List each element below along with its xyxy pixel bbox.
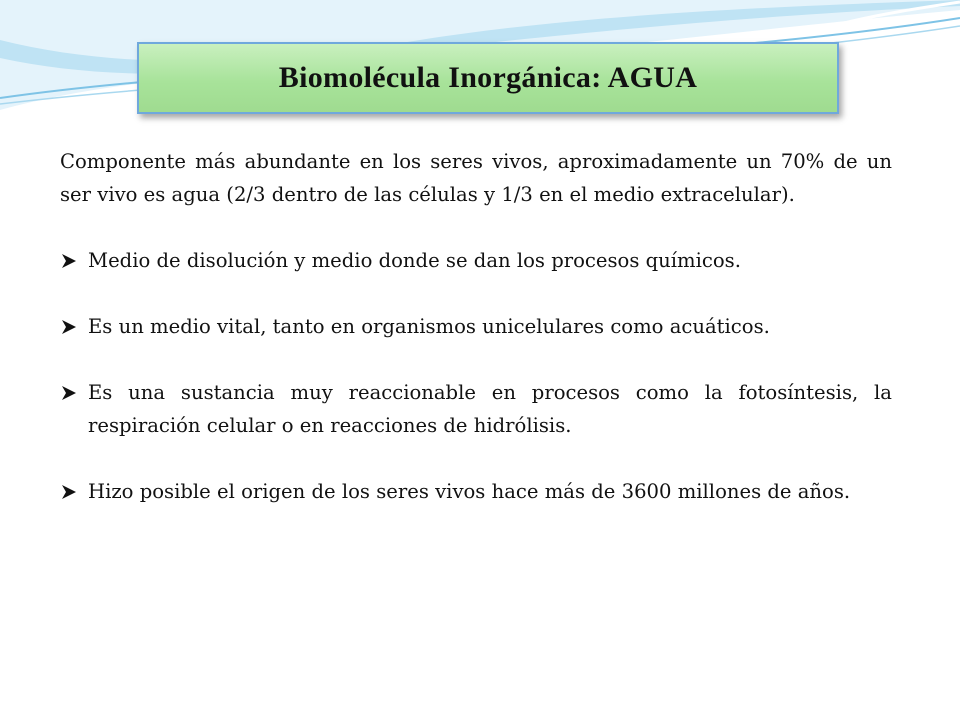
slide-title: Biomolécula Inorgánica: AGUA [278, 61, 698, 94]
list-item [60, 376, 892, 442]
arrow-bullet-icon [60, 483, 78, 501]
bullet-list [60, 244, 892, 508]
bullet-text: Medio de disolución y medio donde se dan los procesos químicos. [88, 249, 741, 272]
list-item [60, 310, 892, 343]
arrow-bullet-icon [60, 318, 78, 336]
arrow-bullet-icon [60, 252, 78, 270]
list-item [60, 244, 892, 277]
title-banner [137, 42, 839, 114]
intro-paragraph: Componente más abundante en los seres vivos, aproximadamente un 70% de un ser vivo es agua (2/3 dentro de las células y 1/3 en el medio extracelular). [60, 150, 892, 206]
content-area [60, 145, 892, 508]
list-item [60, 475, 892, 508]
arrow-bullet-icon [60, 384, 78, 402]
bullet-text: Hizo posible el origen de los seres vivos hace más de 3600 millones de años. [88, 480, 851, 503]
bullet-text: Es un medio vital, tanto en organismos unicelulares como acuáticos. [88, 315, 770, 338]
bullet-text: Es una sustancia muy reaccionable en procesos como la fotosíntesis, la respiración celular o en reacciones de hidrólisis. [88, 381, 892, 437]
